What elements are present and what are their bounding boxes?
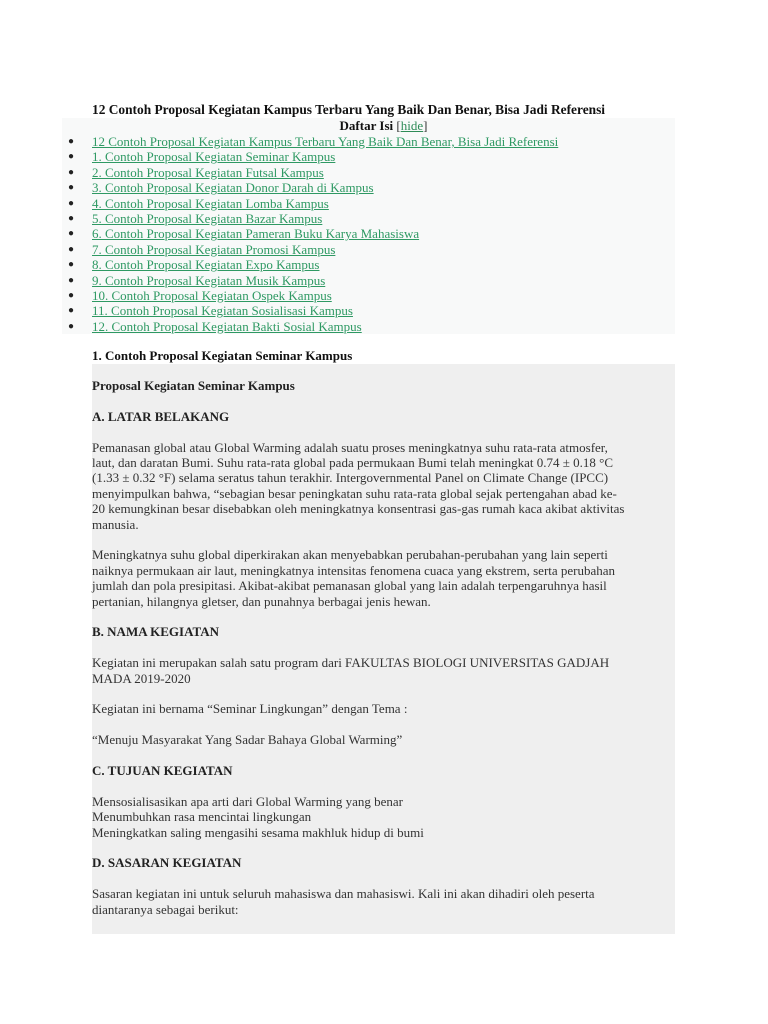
toc-item <box>62 288 675 303</box>
nama-line: Kegiatan ini bernama “Seminar Lingkungan” dengan Tema : <box>92 701 408 717</box>
toc-hide-link[interactable]: hide <box>400 118 424 133</box>
proposal-content <box>92 364 675 934</box>
toc-link-7[interactable]: 7. Contoh Proposal Kegiatan Promosi Kampus <box>92 241 336 257</box>
latar-line: laut, dan daratan Bumi. Suhu rata-rata global pada permukaan Bumi telah meningkat 0.74 ± 0.18 °C <box>92 455 614 470</box>
tujuan-item: Menumbuhkan rasa mencintai lingkungan <box>92 809 312 825</box>
toc-item <box>62 134 675 149</box>
proposal-title: Proposal Kegiatan Seminar Kampus <box>92 378 295 393</box>
toc-heading-row: Daftar Isi [hide] <box>339 118 428 133</box>
toc-link-4[interactable]: 4. Contoh Proposal Kegiatan Lomba Kampus <box>92 195 329 211</box>
bullet-icon: ● <box>68 305 75 317</box>
nama-heading: B. NAMA KEGIATAN <box>92 624 219 640</box>
toc-item <box>62 273 675 288</box>
bullet-icon: ● <box>68 212 75 224</box>
sasaran-line: diantaranya sebagai berikut: <box>92 901 239 917</box>
toc-link-2[interactable]: 2. Contoh Proposal Kegiatan Futsal Kampus <box>92 164 324 180</box>
toc-item <box>62 149 675 164</box>
document-title: 12 Contoh Proposal Kegiatan Kampus Terbaru Yang Baik Dan Benar, Bisa Jadi Referensi <box>92 102 606 117</box>
toc-item <box>62 165 675 180</box>
latar-line: (1.33 ± 0.32 °F) selama seratus tahun terakhir. Intergovernmental Panel on Climate Change (IPCC) <box>92 470 609 486</box>
bullet-icon: ● <box>68 274 75 286</box>
bullet-icon: ● <box>68 136 75 147</box>
toc-link-1[interactable]: 1. Contoh Proposal Kegiatan Seminar Kampus <box>92 149 336 165</box>
latar-line: naiknya permukaan air laut, meningkatnya intensitas fenomena cuaca yang ekstrem, serta perubahan <box>92 562 616 578</box>
toc-item <box>62 303 675 318</box>
toc-link-10[interactable]: 10. Contoh Proposal Kegiatan Ospek Kampus <box>92 287 332 303</box>
toc-item <box>62 257 675 272</box>
sasaran-heading: D. SASARAN KEGIATAN <box>92 855 242 871</box>
bullet-icon: ● <box>68 259 75 271</box>
bullet-icon: ● <box>68 320 75 332</box>
bullet-icon: ● <box>68 289 75 301</box>
latar-line: jumlah dan pola presipitasi. Akibat-akibat pemanasan global yang lain adalah terpengaruhnya hasil <box>92 578 607 594</box>
toc-item <box>62 211 675 226</box>
toc-link-11[interactable]: 11. Contoh Proposal Kegiatan Sosialisasi Kampus <box>92 303 353 319</box>
toc-list <box>62 134 675 334</box>
toc-link-6[interactable]: 6. Contoh Proposal Kegiatan Pameran Buku Karya Mahasiswa <box>92 226 420 242</box>
toc-item <box>62 180 675 195</box>
bullet-icon: ● <box>68 151 75 163</box>
toc-link-12[interactable]: 12. Contoh Proposal Kegiatan Bakti Sosial Kampus <box>92 318 362 334</box>
toc-link-5[interactable]: 5. Contoh Proposal Kegiatan Bazar Kampus <box>92 210 323 226</box>
latar-heading: A. LATAR BELAKANG <box>92 408 230 424</box>
toc-heading: Daftar Isi <box>339 118 394 133</box>
tujuan-item: Meningkatkan saling mengasihi sesama makhluk hidup di bumi <box>92 824 424 840</box>
toc-item <box>62 242 675 257</box>
latar-line: manusia. <box>92 516 139 532</box>
bullet-icon: ● <box>68 166 75 178</box>
nama-line: MADA 2019-2020 <box>92 670 191 686</box>
toc-link-8[interactable]: 8. Contoh Proposal Kegiatan Expo Kampus <box>92 257 320 273</box>
latar-line: Meningkatnya suhu global diperkirakan akan menyebabkan perubahan-perubahan yang lain seperti <box>92 547 608 563</box>
toc-item <box>62 196 675 211</box>
tujuan-heading: C. TUJUAN KEGIATAN <box>92 763 233 779</box>
tujuan-item: Mensosialisasikan apa arti dari Global Warming yang benar <box>92 793 403 809</box>
nama-line: Kegiatan ini merupakan salah satu program dari FAKULTAS BIOLOGI UNIVERSITAS GADJAH <box>92 655 610 671</box>
bullet-icon: ● <box>68 243 75 255</box>
toc-item <box>62 226 675 241</box>
toc-link-intro[interactable]: 12 Contoh Proposal Kegiatan Kampus Terbaru Yang Baik Dan Benar, Bisa Jadi Referensi <box>92 134 559 149</box>
toc-item <box>62 319 675 334</box>
latar-line: Pemanasan global atau Global Warming adalah suatu proses meningkatnya suhu rata-rata atmosfer, <box>92 439 608 455</box>
nama-theme: “Menuju Masyarakat Yang Sadar Bahaya Global Warming” <box>92 732 403 748</box>
sasaran-line: Sasaran kegiatan ini untuk seluruh mahasiswa dan mahasiswi. Kali ini akan dihadiri oleh peserta <box>92 886 595 902</box>
table-of-contents <box>62 118 675 334</box>
bullet-icon: ● <box>68 228 75 240</box>
toc-link-3[interactable]: 3. Contoh Proposal Kegiatan Donor Darah di Kampus <box>92 180 374 196</box>
bullet-icon: ● <box>68 182 75 194</box>
toc-link-9[interactable]: 9. Contoh Proposal Kegiatan Musik Kampus <box>92 272 326 288</box>
latar-line: menyimpulkan bahwa, “sebagian besar peningkatan suhu rata-rata global sejak pertengahan abad ke- <box>92 485 617 501</box>
latar-line: pertanian, hilangnya gletser, dan punahnya berbagai jenis hewan. <box>92 593 431 609</box>
section-heading: 1. Contoh Proposal Kegiatan Seminar Kampus <box>92 348 353 363</box>
bullet-icon: ● <box>68 197 75 209</box>
latar-line: 20 kemungkinan besar disebabkan oleh meningkatnya konsentrasi gas-gas rumah kaca akibat aktivitas <box>92 501 625 517</box>
